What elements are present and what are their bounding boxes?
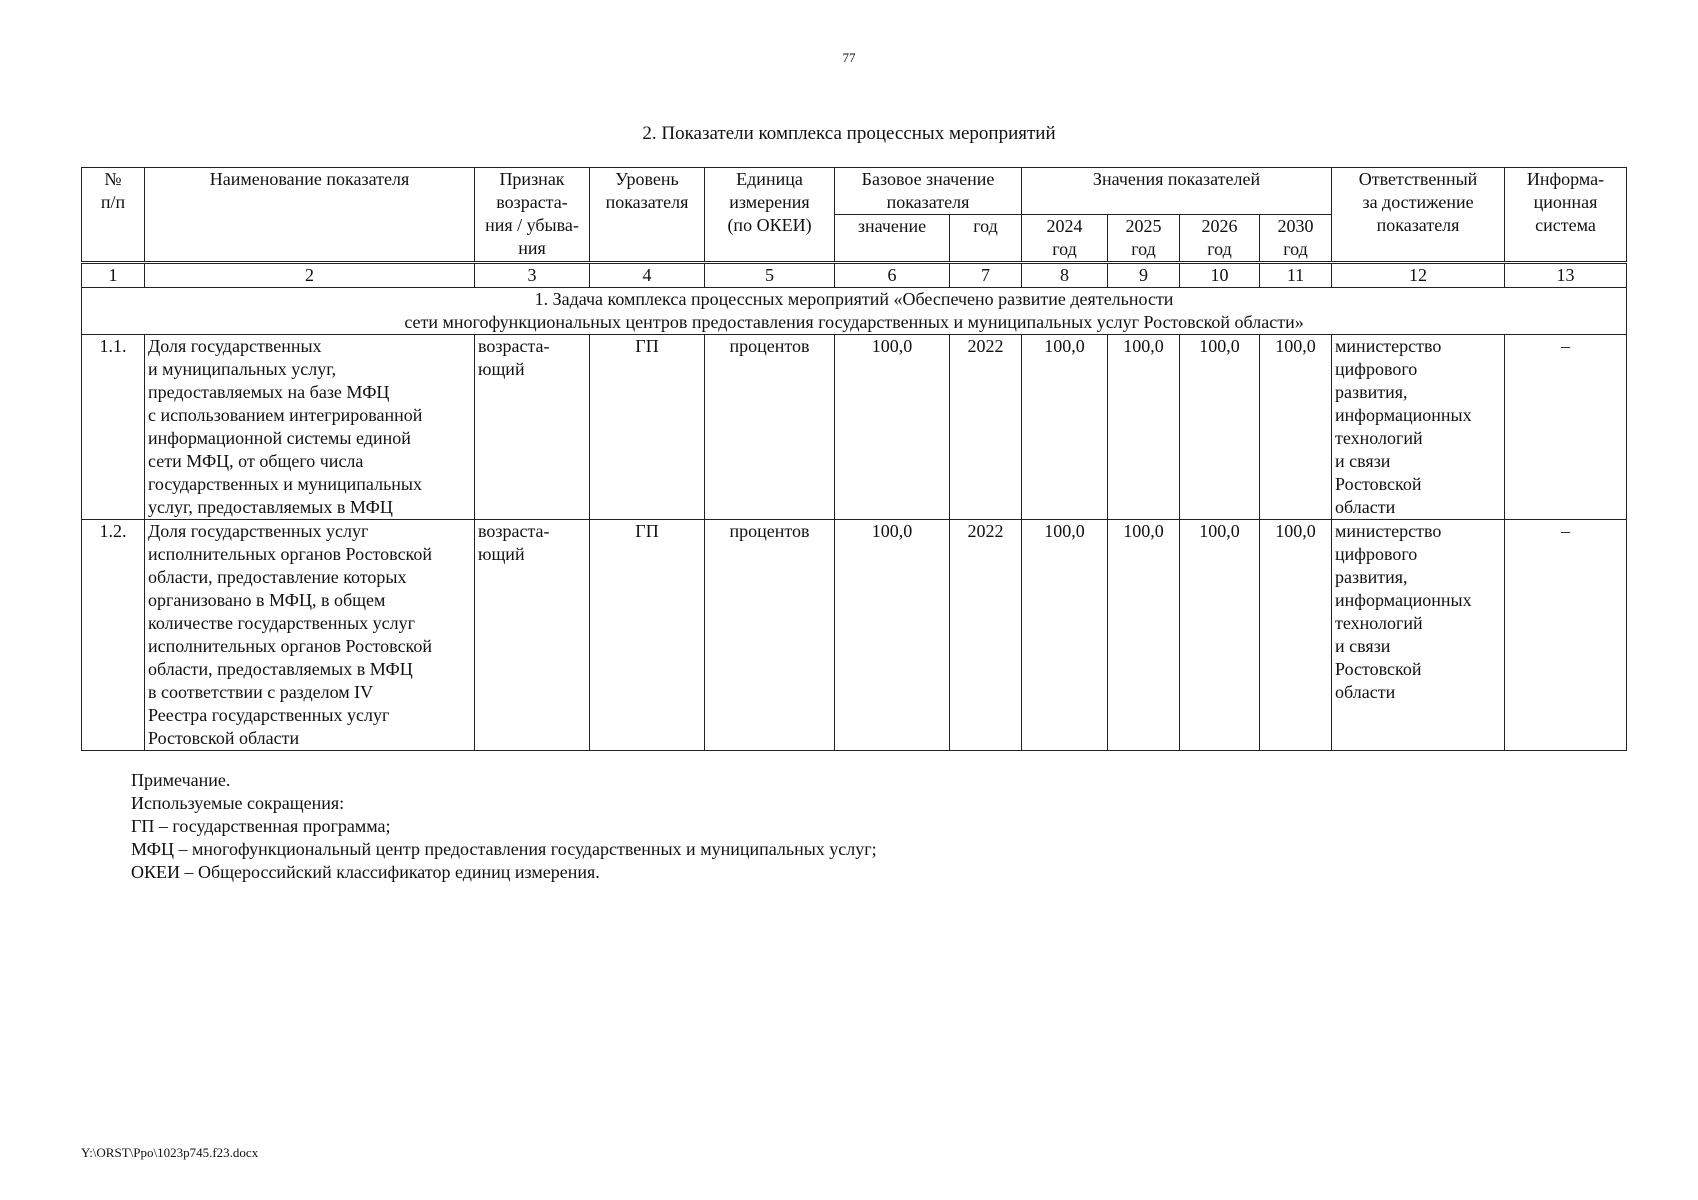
row-name-line: области, предоставляемых в МФЦ <box>148 659 413 679</box>
row-name-line: Реестра государственных услуг <box>148 705 390 725</box>
header-sign-line: возраста- <box>496 192 568 212</box>
row-responsible-line: области <box>1335 682 1396 702</box>
header-base <box>835 168 1022 215</box>
row-responsible <box>1332 520 1505 751</box>
row-responsible-line: и связи <box>1335 636 1391 656</box>
header-responsible-line: показателя <box>1376 215 1460 235</box>
row-name-line: Доля государственных <box>148 336 322 356</box>
footer-file-path: Y:\ORST\Ppo\1023p745.f23.docx <box>81 1145 259 1160</box>
row-value-2024: 100,0 <box>1022 520 1108 751</box>
row-base-year: 2022 <box>950 520 1022 751</box>
header-sign-line: ния <box>518 238 546 258</box>
column-number: 1 <box>82 263 145 288</box>
row-responsible-line: Ростовской <box>1335 659 1422 679</box>
note-line: МФЦ – многофункциональный центр предоставления государственных и муниципальных услуг; <box>131 839 877 859</box>
column-number: 9 <box>1108 263 1180 288</box>
column-number: 4 <box>590 263 705 288</box>
column-number: 6 <box>835 263 950 288</box>
row-value-2025: 100,0 <box>1108 520 1180 751</box>
row-base-value: 100,0 <box>835 335 950 520</box>
header-year-suffix: год <box>1052 239 1077 259</box>
row-level: ГП <box>590 520 705 751</box>
row-num: 1.1. <box>82 335 145 520</box>
column-number: 2 <box>145 263 475 288</box>
row-sign-line: ющий <box>478 544 525 564</box>
header-row <box>82 168 1627 215</box>
header-unit-line: Единица <box>736 169 803 189</box>
row-responsible-line: технологий <box>1335 613 1423 633</box>
column-number: 13 <box>1505 263 1627 288</box>
row-num: 1.2. <box>82 520 145 751</box>
row-value-2025: 100,0 <box>1108 335 1180 520</box>
column-number: 11 <box>1260 263 1332 288</box>
header-year-suffix: год <box>1283 239 1308 259</box>
header-year-2030 <box>1260 215 1332 263</box>
header-year-2025 <box>1108 215 1180 263</box>
header-name: Наименование показателя <box>145 168 475 263</box>
row-sign <box>475 335 590 520</box>
header-year-label: 2030 <box>1277 216 1314 236</box>
row-value-2026: 100,0 <box>1180 520 1260 751</box>
row-name-line: Ростовской области <box>148 728 300 748</box>
group-title-line: сети многофункциональных центров предоставления государственных и муниципальных услуг Ростовской области» <box>404 312 1304 332</box>
row-sign-line: возраста- <box>478 521 550 541</box>
row-unit: процентов <box>705 520 835 751</box>
row-sign-line: возраста- <box>478 336 550 356</box>
header-sign <box>475 168 590 263</box>
indicators-table <box>81 167 1627 751</box>
group-title-row <box>82 288 1627 335</box>
row-name-line: организовано в МФЦ, в общем <box>148 590 386 610</box>
header-system-line: Информа- <box>1526 169 1605 189</box>
note-line: ОКЕИ – Общероссийский классификатор единиц измерения. <box>131 862 600 882</box>
header-year-label: 2026 <box>1201 216 1238 236</box>
note-line: Используемые сокращения: <box>131 793 345 813</box>
table-row <box>82 335 1627 520</box>
header-responsible-line: за достижение <box>1362 192 1474 212</box>
header-num-line: № <box>104 169 122 189</box>
note-line: ГП – государственная программа; <box>131 816 391 836</box>
note-line: Примечание. <box>131 770 231 790</box>
header-year-label: 2025 <box>1125 216 1162 236</box>
header-values: Значения показателей <box>1022 168 1332 215</box>
row-value-2026: 100,0 <box>1180 335 1260 520</box>
row-name-line: в соответствии с разделом IV <box>148 682 374 702</box>
header-level-line: показателя <box>605 192 689 212</box>
header-system-line: ционная <box>1533 192 1598 212</box>
row-responsible-line: Ростовской <box>1335 474 1422 494</box>
page-number: 77 <box>842 50 856 65</box>
column-number: 8 <box>1022 263 1108 288</box>
header-base-line: Базовое значение <box>861 169 995 189</box>
header-base-year: год <box>950 215 1022 263</box>
header-unit-line: измерения <box>729 192 810 212</box>
row-unit: процентов <box>705 335 835 520</box>
row-system: – <box>1505 520 1627 751</box>
column-number: 5 <box>705 263 835 288</box>
row-name-line: информационной системы единой <box>148 428 411 448</box>
row-value-2024: 100,0 <box>1022 335 1108 520</box>
group-title-line: 1. Задача комплекса процессных мероприятий «Обеспечено развитие деятельности <box>534 289 1174 309</box>
row-level: ГП <box>590 335 705 520</box>
header-year-suffix: год <box>1131 239 1156 259</box>
header-system <box>1505 168 1627 263</box>
header-unit <box>705 168 835 263</box>
row-name-line: с использованием интегрированной <box>148 405 423 425</box>
header-base-value: значение <box>835 215 950 263</box>
row-responsible-line: и связи <box>1335 451 1391 471</box>
row-name-line: услуг, предоставляемых в МФЦ <box>148 497 393 517</box>
header-num-line: п/п <box>100 192 126 212</box>
row-name-line: области, предоставление которых <box>148 567 407 587</box>
header-sign-line: Признак <box>499 169 565 189</box>
row-name-line: предоставляемых на базе МФЦ <box>148 382 390 402</box>
header-level-line: Уровень <box>615 169 679 189</box>
row-responsible-line: развития, <box>1335 567 1408 587</box>
row-system: – <box>1505 335 1627 520</box>
header-sign-line: ния / убыва- <box>485 215 579 235</box>
row-name-line: и муниципальных услуг, <box>148 359 337 379</box>
row-name-line: сети МФЦ, от общего числа <box>148 451 364 471</box>
row-name <box>145 520 475 751</box>
row-responsible-line: цифрового <box>1335 544 1418 564</box>
header-year-suffix: год <box>1207 239 1232 259</box>
row-sign <box>475 520 590 751</box>
column-number: 12 <box>1332 263 1505 288</box>
column-number: 3 <box>475 263 590 288</box>
row-responsible-line: цифрового <box>1335 359 1418 379</box>
row-responsible-line: развития, <box>1335 382 1408 402</box>
row-base-value: 100,0 <box>835 520 950 751</box>
header-year-2026 <box>1180 215 1260 263</box>
row-name-line: исполнительных органов Ростовской <box>148 544 433 564</box>
header-responsible <box>1332 168 1505 263</box>
row-name <box>145 335 475 520</box>
table-row <box>82 520 1627 751</box>
column-number: 7 <box>950 263 1022 288</box>
row-name-line: Доля государственных услуг <box>148 521 369 541</box>
row-name-line: исполнительных органов Ростовской <box>148 636 433 656</box>
row-name-line: государственных и муниципальных <box>148 474 422 494</box>
column-numbers-row <box>82 263 1627 288</box>
header-num <box>82 168 145 263</box>
row-responsible-line: информационных <box>1335 590 1472 610</box>
header-unit-line: (по ОКЕИ) <box>727 215 812 235</box>
column-number: 10 <box>1180 263 1260 288</box>
header-responsible-line: Ответственный <box>1358 169 1478 189</box>
row-responsible-line: министерство <box>1335 336 1442 356</box>
notes <box>131 769 877 884</box>
row-value-2030: 100,0 <box>1260 520 1332 751</box>
header-system-line: система <box>1535 215 1596 235</box>
header-year-2024 <box>1022 215 1108 263</box>
row-name-line: количестве государственных услуг <box>148 613 416 633</box>
group-title <box>82 288 1627 335</box>
header-year-label: 2024 <box>1046 216 1083 236</box>
row-responsible-line: области <box>1335 497 1396 517</box>
row-base-year: 2022 <box>950 335 1022 520</box>
row-sign-line: ющий <box>478 359 525 379</box>
row-responsible <box>1332 335 1505 520</box>
header-base-line: показателя <box>886 192 970 212</box>
row-value-2030: 100,0 <box>1260 335 1332 520</box>
header-level <box>590 168 705 263</box>
row-responsible-line: информационных <box>1335 405 1472 425</box>
section-title: 2. Показатели комплекса процессных мероприятий <box>642 123 1056 144</box>
row-responsible-line: технологий <box>1335 428 1423 448</box>
row-responsible-line: министерство <box>1335 521 1442 541</box>
